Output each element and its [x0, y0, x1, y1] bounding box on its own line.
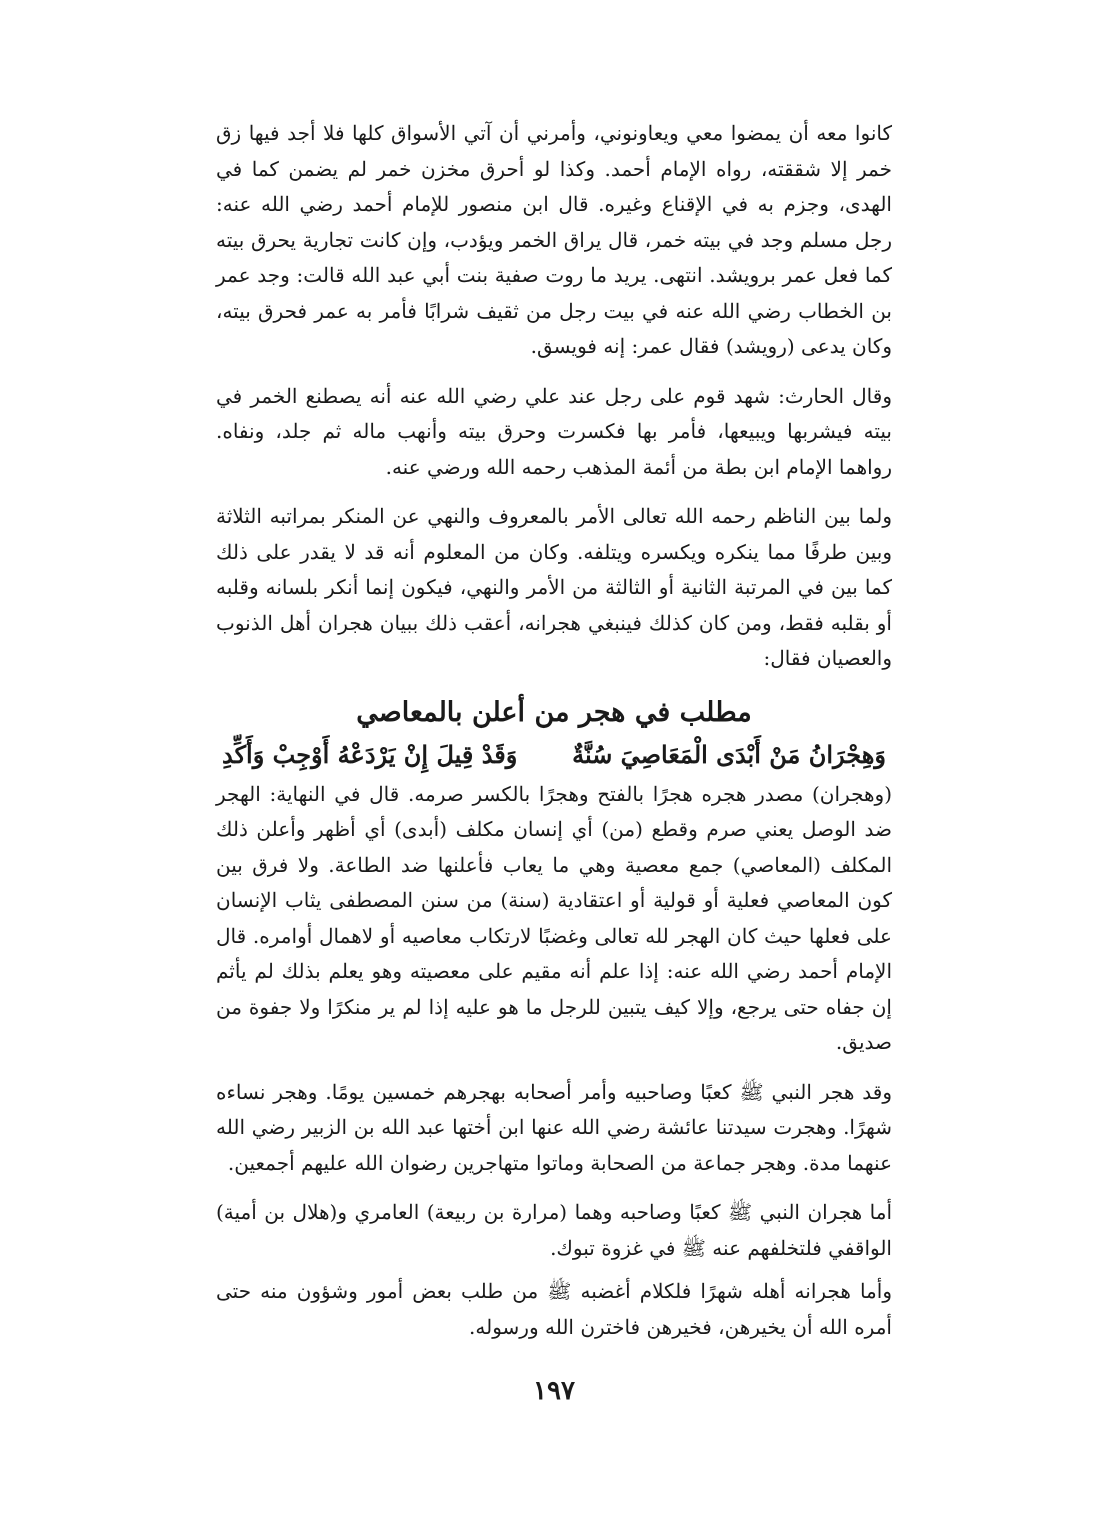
paragraph-3: ولما بين الناظم رحمه الله تعالى الأمر بالمعروف والنهي عن المنكر بمراتبه الثلاثة وبين طرفًا مما ينكره ويكسره ويتلفه. وكان من المعلوم أنه قد لا يقدر على ذلك كما بين في المرتبة الثانية أو الثالثة من الأمر والنهي، فيكون إنما أنكر بلسانه وقلبه أو بقلبه فقط، ومن كان كذلك فينبغي هجرانه، أعقب ذلك ببيان هجران أهل الذنوب والعصيان فقال: — [216, 504, 892, 670]
book-page — [216, 116, 892, 1446]
poem-verse — [216, 737, 892, 773]
paragraph-4: (وهجران) مصدر هجره هجرًا بالفتح وهجرًا بالكسر صرمه. قال في النهاية: الهجر ضد الوصل يعني صرم وقطع (من) أي إنسان مكلف (أبدى) أي أظهر وأعلن ذلك المكلف (المعاصي) جمع معصية وهي ما يعاب فأعلنها ضد الطاعة. ولا فرق بين كون المعاصي فعلية أو قولية أو اعتقادية (سنة) من سنن المصطفى يثاب الإنسان على فعلها حيث كان الهجر لله تعالى وغضبًا لارتكاب معاصيه أو لاهمال أوامره. قال الإمام أحمد رضي الله عنه: إذا علم أنه مقيم على معصيته وهو يعلم بذلك لم يأثم إن جفاه حتى يرجع، وإلا كيف يتبين للرجل ما هو عليه إذا لم ير منكرًا ولا جفوة من صديق. — [216, 781, 892, 1054]
paragraph-6: أما هجران النبي ﷺ كعبًا وصاحبه وهما (مرارة بن ربيعة) العامري و(هلال بن أمية) الواقفي فلتخلفهم عنه ﷺ في غزوة تبوك. — [216, 1200, 892, 1260]
paragraph-2: وقال الحارث: شهد قوم على رجل عند علي رضي الله عنه أنه يصطنع الخمر في بيته فيشربها ويبيعها، فأمر بها فكسرت وحرق بيته وأنهب ماله ثم جلد، ونفاه. رواهما الإمام ابن بطة من أئمة المذهب رحمه الله ورضي عنه. — [216, 383, 892, 479]
paragraph-1: كانوا معه أن يمضوا معي ويعاونوني، وأمرني أن آتي الأسواق كلها فلا أجد فيها زق خمر إلا شققته، رواه الإمام أحمد. وكذا لو أحرق مخزن خمر لم يضمن كما في الهدى، وجزم به في الإقناع وغيره. قال ابن منصور للإمام أحمد رضي الله عنه: رجل مسلم وجد في بيته خمر، قال يراق الخمر ويؤدب، وإن كانت تجارية يحرق بيته كما فعل عمر برويشد. انتهى. يريد ما روت صفية بنت أبي عبد الله قالت: وجد عمر بن الخطاب رضي الله عنه في بيت رجل من ثقيف شرابًا فأمر به عمر فحرق بيته، وكان يدعى (رويشد) فقال عمر: إنه فويسق. — [216, 121, 892, 358]
paragraph-5: وقد هجر النبي ﷺ كعبًا وصاحبيه وأمر أصحابه بهجرهم خمسين يومًا. وهجر نساءه شهرًا. وهجرت سيدتنا عائشة رضي الله عنها ابن أختها عبد الله بن الزبير رضي الله عنهما مدة. وهجر جماعة من الصحابة وماتوا متهاجرين رضوان الله عليهم أجمعين. — [216, 1079, 892, 1175]
verse-first-hemistich: وَهِجْرَانُ مَنْ أَبْدَى الْمَعَاصِيَ سُنَّةٌ — [572, 739, 886, 769]
verse-second-hemistich: وَقَدْ قِيلَ إِنْ يَرْدَعْهُ أَوْجِبْ وَأَكِّدِ — [222, 739, 518, 769]
section-heading: مطلب في هجر من أعلن بالمعاصي — [356, 696, 752, 728]
page-number: ١٩٧ — [533, 1376, 575, 1406]
paragraph-7: وأما هجرانه أهله شهرًا فلكلام أغضبه ﷺ من طلب بعض أمور وشؤون منه حتى أمره الله أن يخيرهن، فخيرهن فاخترن الله ورسوله. — [216, 1279, 892, 1339]
